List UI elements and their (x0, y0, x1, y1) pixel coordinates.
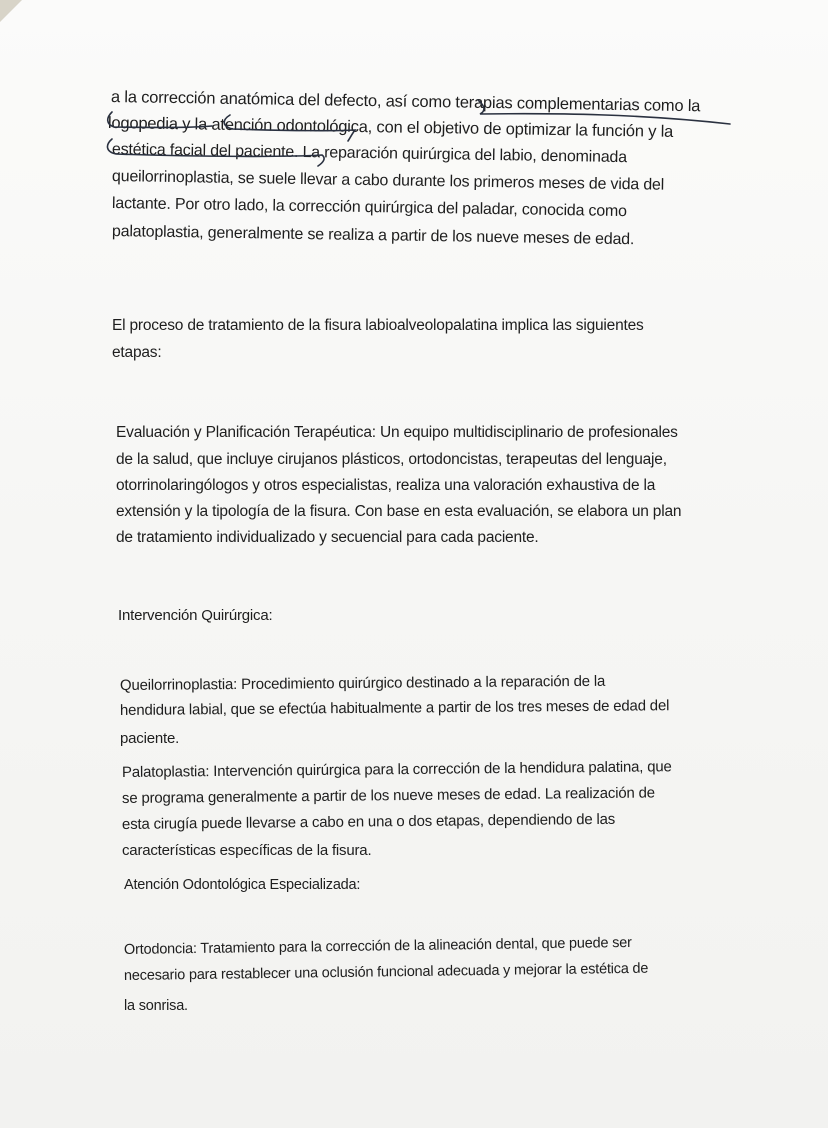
page-corner-fold (0, 0, 22, 22)
text-line: de la salud, que incluye cirujanos plásticos, ortodoncistas, terapeutas del lenguaje, (116, 451, 667, 468)
text-line: otorrinolaringólogos y otros especialistas, realiza una valoración exhaustiva de la (116, 477, 656, 494)
text-line: la sonrisa. (124, 998, 188, 1014)
text-line: extensión y la tipología de la fisura. Con base en esta evaluación, se elabora un plan (116, 503, 682, 520)
text-line: Queilorrinoplastia: Procedimiento quirúrgico destinado a la reparación de la (119, 672, 606, 694)
text-line: paciente. (120, 730, 180, 747)
text-line: logopedia y la atención odontológica, con el objetivo de optimizar la función y la (107, 114, 674, 141)
text-line: Palatoplastia: Intervención quirúrgica para la corrección de la hendidura palatina, que (121, 758, 672, 781)
text-line: etapas: (112, 344, 162, 361)
section-heading-dental: Atención Odontológica Especializada: (124, 877, 361, 893)
text-line: Ortodoncia: Tratamiento para la corrección de la alineación dental, que puede ser (123, 934, 632, 958)
text-line: se programa generalmente a partir de los nueve meses de edad. La realización de (121, 784, 655, 807)
text-line: estética facial del paciente. La reparación quirúrgica del labio, denominada (111, 141, 627, 167)
text-line: esta cirugía puede llevarse a cabo en una o dos etapas, dependiendo de las (121, 810, 616, 833)
text-line: de tratamiento individualizado y secuencial para cada paciente. (116, 529, 539, 546)
text-line: palatoplastia, generalmente se realiza a partir de los nueve meses de edad. (111, 223, 635, 249)
text-line: hendidura labial, que se efectúa habitualmente a partir de los tres meses de edad del (119, 697, 670, 719)
text-line: necesario para restablecer una oclusión funcional adecuada y mejorar la estética de (123, 960, 649, 984)
text-line: a la corrección anatómica del defecto, así como terapias complementarias como la (110, 88, 701, 116)
section-heading-surgery: Intervención Quirúrgica: (118, 607, 273, 624)
text-line: Evaluación y Planificación Terapéutica: Un equipo multidisciplinario de profesionales (116, 424, 678, 441)
text-line: lactante. Por otro lado, la corrección quirúrgica del paladar, conocida como (111, 195, 627, 221)
text-line: queilorrinoplastia, se suele llevar a cabo durante los primeros meses de vida del (111, 168, 665, 194)
text-line: características específicas de la fisura. (122, 842, 372, 859)
text-line: El proceso de tratamiento de la fisura labioalveolopalatina implica las siguientes (112, 317, 644, 334)
